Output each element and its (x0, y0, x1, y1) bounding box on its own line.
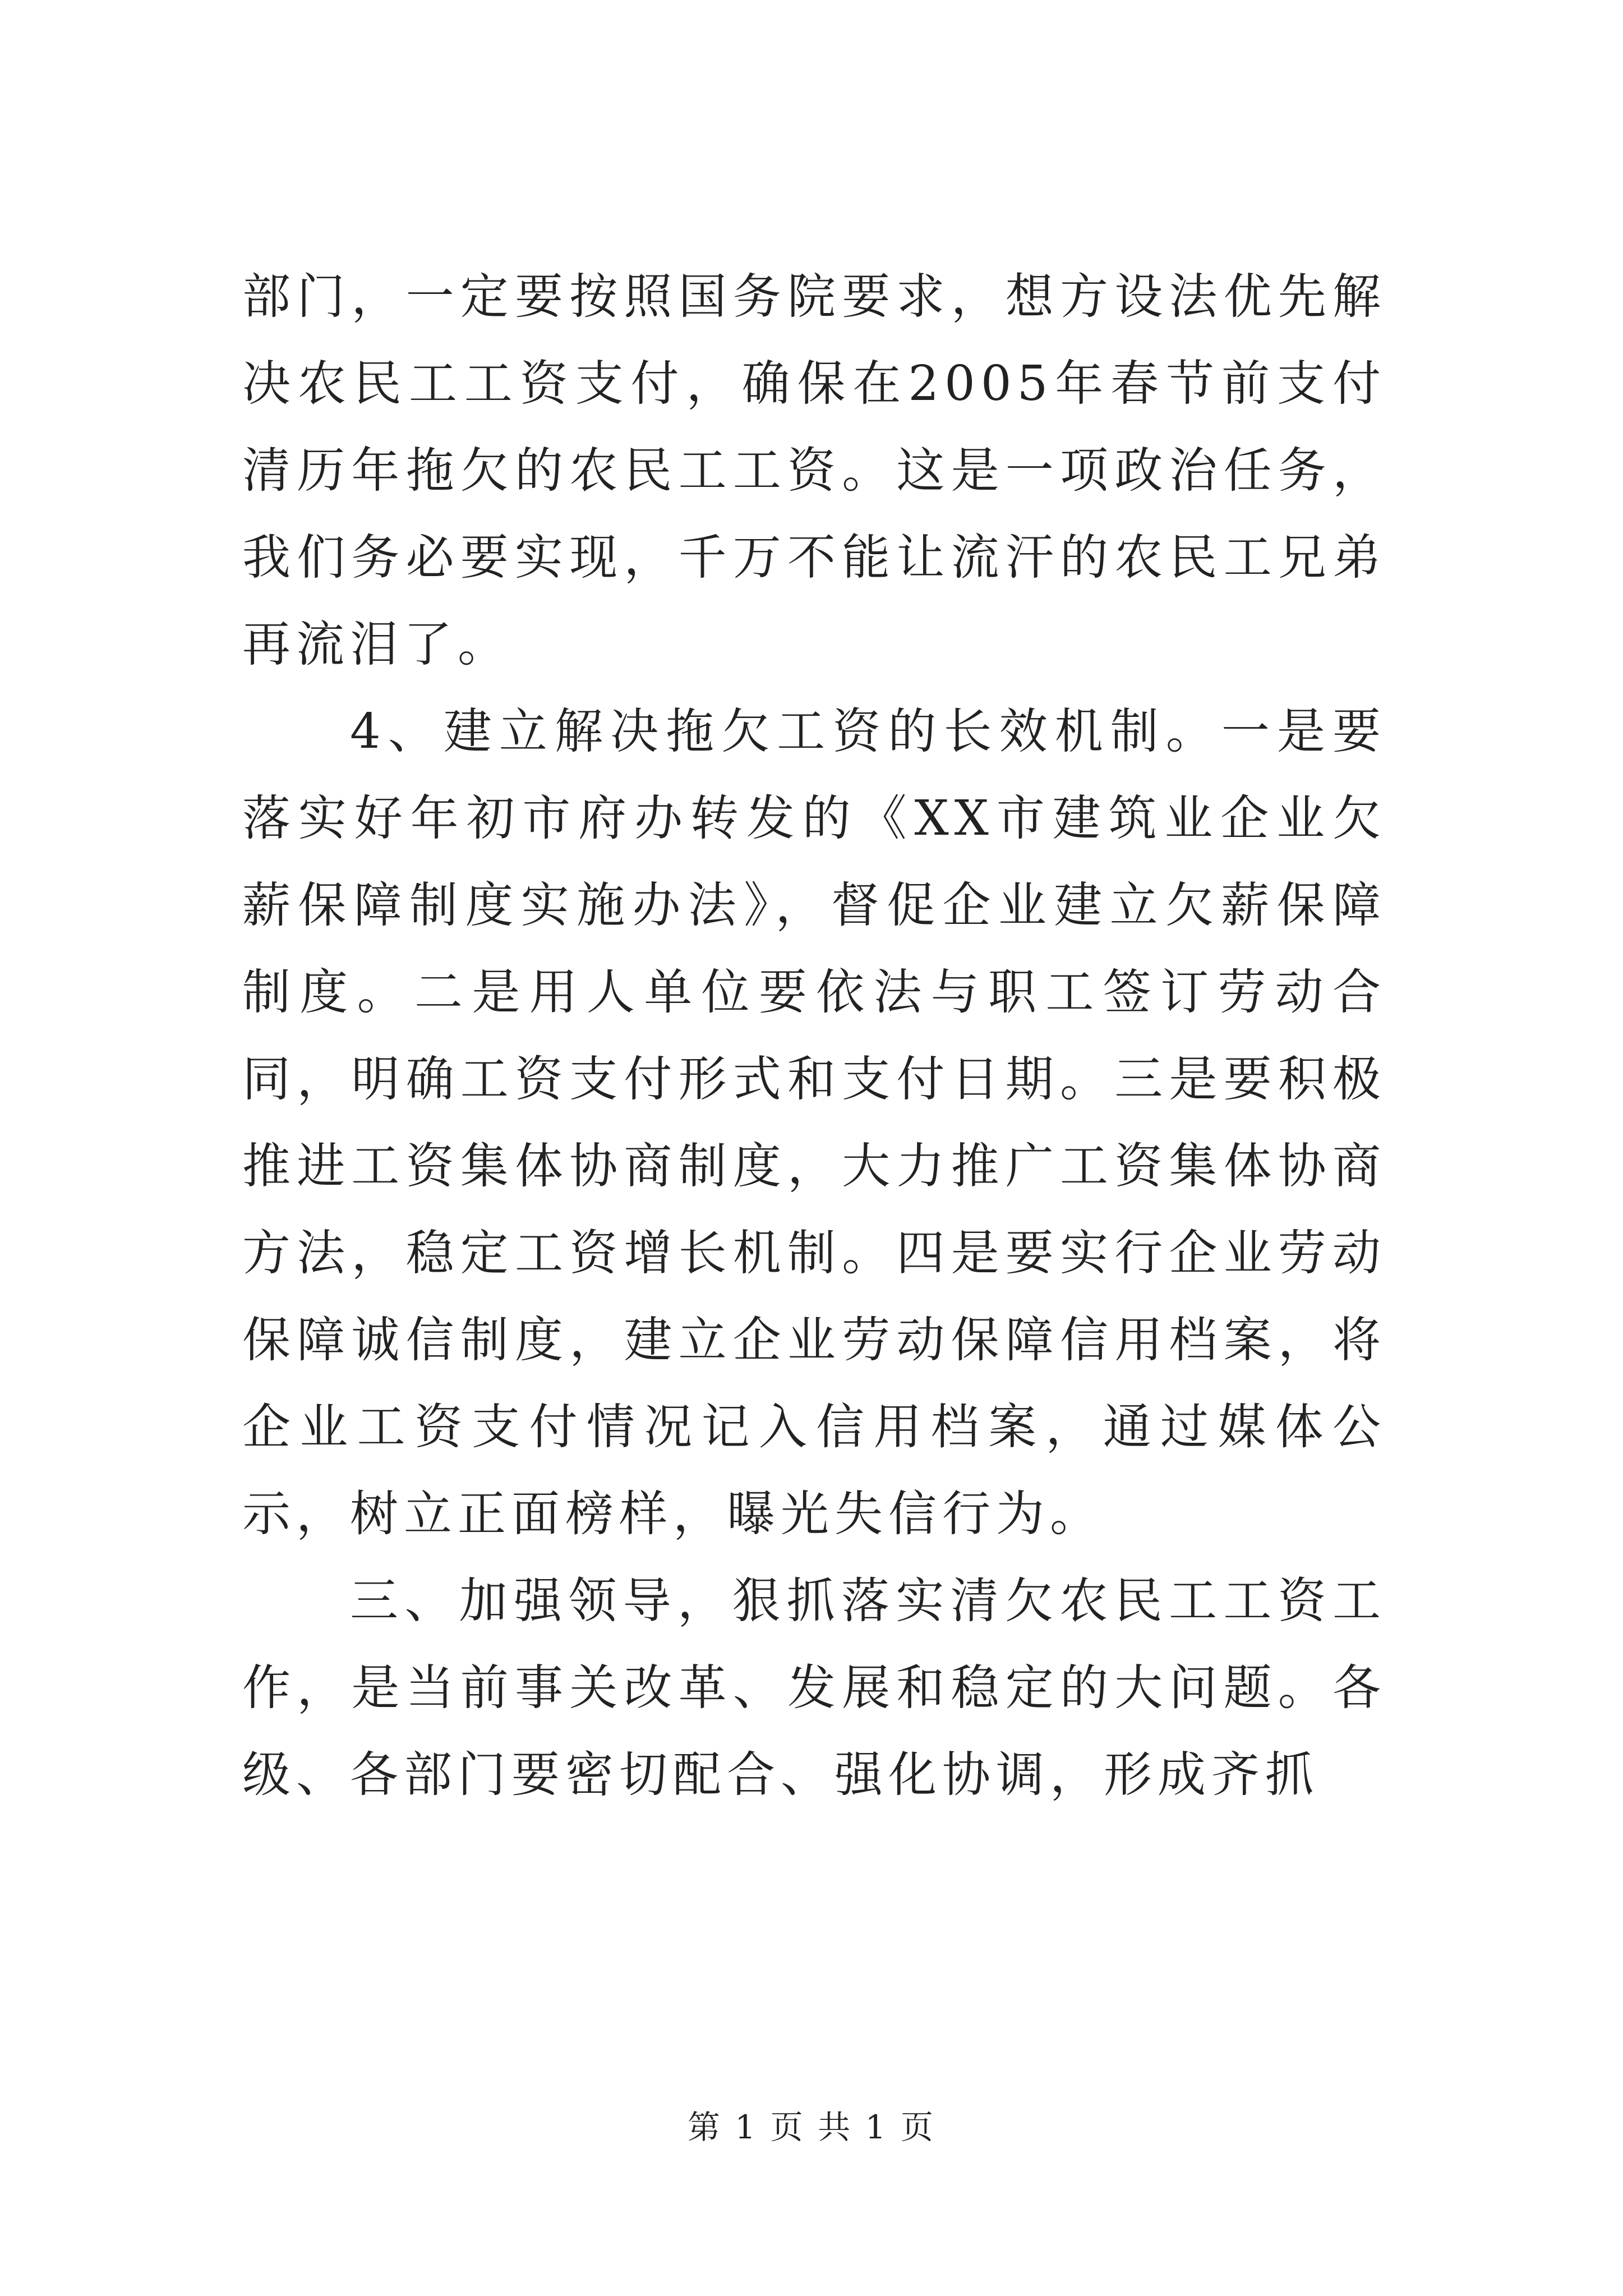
page-footer: 第 1 页 共 1 页 (688, 2108, 935, 2146)
document-body (242, 254, 1386, 1819)
paragraph-1: 部门，一定要按照国务院要求，想方设法优先解决农民工工资支付，确保在2005年春节前支付清历年拖欠的农民工工资。这是一项政治任务，我们务必要实现，千万不能让流汗的农民工兄弟再流泪了。 (242, 269, 1386, 673)
paragraph-3: 三、加强领导，狠抓落实清欠农民工工资工作，是当前事关改革、发展和稳定的大问题。各级、各部门要密切配合、强化协调，形成齐抓 (242, 1573, 1386, 1803)
paragraph-2: 4、建立解决拖欠工资的长效机制。一是要落实好年初市府办转发的《XX市建筑业企业欠薪保障制度实施办法》，督促企业建立欠薪保障制度。二是用人单位要依法与职工签订劳动合同，明确工资支付形式和支付日期。三是要积极推进工资集体协商制度，大力推广工资集体协商方法，稳定工资增长机制。四是要实行企业劳动保障诚信制度，建立企业劳动保障信用档案，将企业工资支付情况记入信用档案，通过媒体公示，树立正面榜样，曝光失信行为。 (242, 703, 1386, 1542)
